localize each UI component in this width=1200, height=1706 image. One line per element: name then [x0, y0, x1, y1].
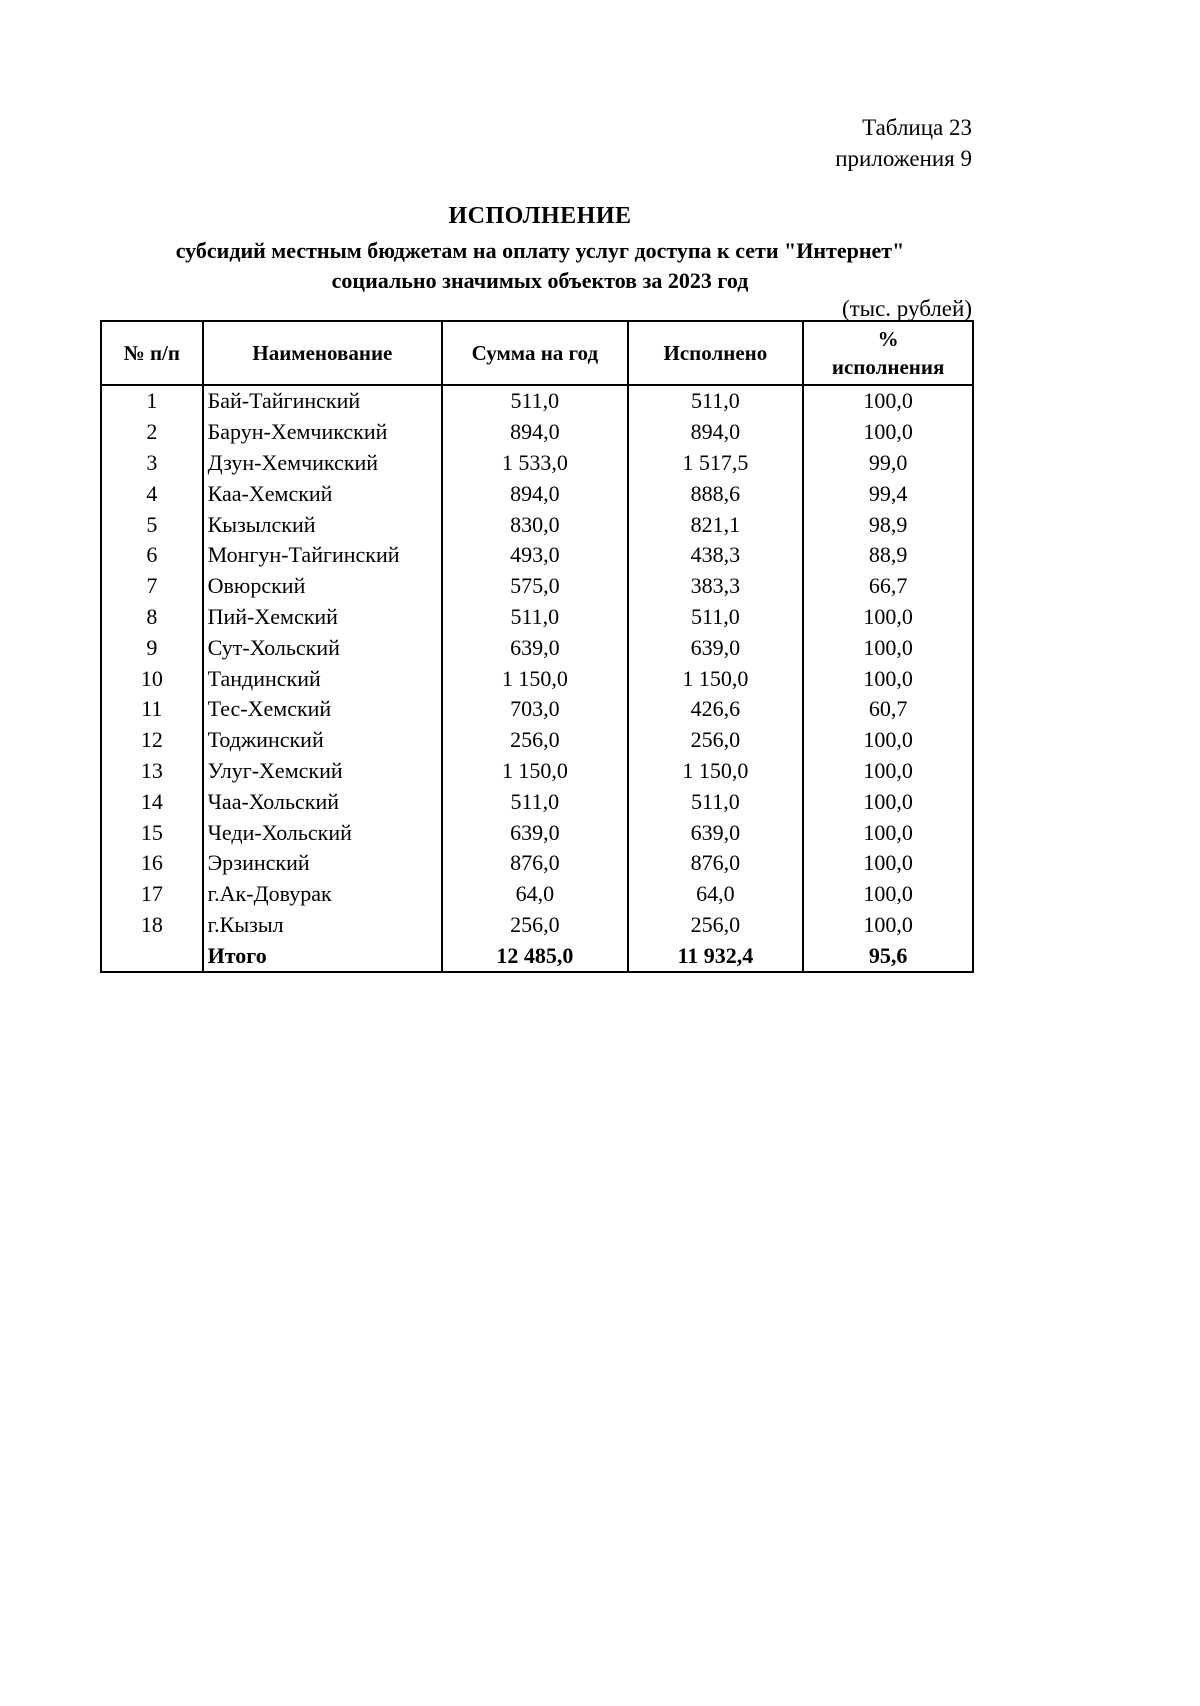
total-pct: 95,6 [803, 940, 973, 972]
header-done: Исполнено [628, 321, 804, 385]
table-reference [835, 112, 972, 174]
cell-name: Тандинский [203, 663, 443, 694]
cell-done: 821,1 [628, 509, 804, 540]
cell-num: 10 [101, 663, 203, 694]
table-header-row [101, 321, 973, 385]
cell-pct: 100,0 [803, 786, 973, 817]
cell-sum: 894,0 [442, 478, 627, 509]
cell-num: 12 [101, 725, 203, 756]
cell-done: 256,0 [628, 910, 804, 941]
header-name: Наименование [203, 321, 443, 385]
cell-sum: 639,0 [442, 632, 627, 663]
cell-num: 16 [101, 848, 203, 879]
cell-num: 17 [101, 879, 203, 910]
document-title: ИСПОЛНЕНИЕ [448, 203, 632, 229]
cell-name: Тоджинский [203, 725, 443, 756]
cell-sum: 493,0 [442, 540, 627, 571]
cell-num: 4 [101, 478, 203, 509]
cell-sum: 511,0 [442, 786, 627, 817]
total-row [101, 940, 973, 972]
cell-sum: 894,0 [442, 417, 627, 448]
cell-num: 11 [101, 694, 203, 725]
cell-num: 14 [101, 786, 203, 817]
cell-done: 511,0 [628, 602, 804, 633]
table-row [101, 817, 973, 848]
table-row [101, 756, 973, 787]
cell-pct: 66,7 [803, 571, 973, 602]
table-row [101, 632, 973, 663]
cell-sum: 256,0 [442, 910, 627, 941]
cell-pct: 100,0 [803, 817, 973, 848]
table-row [101, 602, 973, 633]
cell-pct: 60,7 [803, 694, 973, 725]
cell-name: Бай-Тайгинский [203, 385, 443, 417]
total-done: 11 932,4 [628, 940, 804, 972]
cell-pct: 100,0 [803, 910, 973, 941]
header-num: № п/п [101, 321, 203, 385]
cell-sum: 511,0 [442, 385, 627, 417]
cell-num: 9 [101, 632, 203, 663]
cell-name: Чеди-Хольский [203, 817, 443, 848]
cell-done: 511,0 [628, 385, 804, 417]
table-body [101, 385, 973, 972]
total-sum: 12 485,0 [442, 940, 627, 972]
cell-pct: 100,0 [803, 632, 973, 663]
total-num [101, 940, 203, 972]
cell-sum: 703,0 [442, 694, 627, 725]
table-reference-line2: приложения 9 [835, 146, 972, 171]
table-row [101, 385, 973, 417]
cell-num: 18 [101, 910, 203, 941]
cell-done: 64,0 [628, 879, 804, 910]
cell-num: 15 [101, 817, 203, 848]
cell-done: 639,0 [628, 817, 804, 848]
cell-pct: 98,9 [803, 509, 973, 540]
cell-name: Дзун-Хемчикский [203, 448, 443, 479]
cell-sum: 1 150,0 [442, 663, 627, 694]
table-reference-line1: Таблица 23 [862, 115, 972, 140]
cell-done: 888,6 [628, 478, 804, 509]
cell-done: 511,0 [628, 786, 804, 817]
cell-name: Эрзинский [203, 848, 443, 879]
cell-done: 639,0 [628, 632, 804, 663]
table-row [101, 725, 973, 756]
cell-sum: 256,0 [442, 725, 627, 756]
cell-num: 5 [101, 509, 203, 540]
table-row [101, 694, 973, 725]
cell-name: Овюрский [203, 571, 443, 602]
cell-done: 426,6 [628, 694, 804, 725]
cell-sum: 1 533,0 [442, 448, 627, 479]
total-name: Итого [203, 940, 443, 972]
header-pct-line1: % [877, 327, 899, 351]
cell-done: 438,3 [628, 540, 804, 571]
cell-pct: 100,0 [803, 417, 973, 448]
table-row [101, 509, 973, 540]
cell-sum: 639,0 [442, 817, 627, 848]
header-pct-line2: исполнения [831, 355, 945, 379]
cell-sum: 876,0 [442, 848, 627, 879]
cell-sum: 830,0 [442, 509, 627, 540]
table-row [101, 417, 973, 448]
cell-name: Монгун-Тайгинский [203, 540, 443, 571]
cell-name: Каа-Хемский [203, 478, 443, 509]
cell-name: Сут-Хольский [203, 632, 443, 663]
cell-pct: 99,4 [803, 478, 973, 509]
header-sum: Сумма на год [442, 321, 627, 385]
table-row [101, 848, 973, 879]
cell-num: 1 [101, 385, 203, 417]
cell-name: Пий-Хемский [203, 602, 443, 633]
cell-pct: 100,0 [803, 385, 973, 417]
cell-num: 8 [101, 602, 203, 633]
cell-name: Кызылский [203, 509, 443, 540]
document-subtitle-line2: социально значимых объектов за 2023 год [331, 268, 749, 293]
cell-num: 3 [101, 448, 203, 479]
document-subtitle-line1: субсидий местным бюджетам на оплату услуг доступа к сети "Интернет" [175, 238, 905, 263]
table-row [101, 663, 973, 694]
table-row [101, 478, 973, 509]
cell-num: 13 [101, 756, 203, 787]
cell-pct: 100,0 [803, 848, 973, 879]
cell-name: Тес-Хемский [203, 694, 443, 725]
cell-done: 876,0 [628, 848, 804, 879]
table-row [101, 910, 973, 941]
cell-pct: 100,0 [803, 756, 973, 787]
units-label: (тыс. рублей) [841, 296, 972, 321]
table-row [101, 571, 973, 602]
cell-done: 1 150,0 [628, 756, 804, 787]
table-row [101, 448, 973, 479]
table-row [101, 879, 973, 910]
cell-name: Улуг-Хемский [203, 756, 443, 787]
cell-sum: 575,0 [442, 571, 627, 602]
header-pct [803, 321, 973, 385]
cell-num: 2 [101, 417, 203, 448]
cell-pct: 100,0 [803, 663, 973, 694]
cell-name: г.Ак-Довурак [203, 879, 443, 910]
cell-pct: 100,0 [803, 879, 973, 910]
cell-num: 7 [101, 571, 203, 602]
cell-sum: 511,0 [442, 602, 627, 633]
cell-sum: 64,0 [442, 879, 627, 910]
cell-sum: 1 150,0 [442, 756, 627, 787]
cell-name: Чаа-Хольский [203, 786, 443, 817]
cell-pct: 100,0 [803, 725, 973, 756]
cell-done: 894,0 [628, 417, 804, 448]
cell-pct: 99,0 [803, 448, 973, 479]
execution-table [100, 320, 974, 973]
cell-done: 383,3 [628, 571, 804, 602]
cell-done: 1 517,5 [628, 448, 804, 479]
cell-done: 1 150,0 [628, 663, 804, 694]
cell-num: 6 [101, 540, 203, 571]
cell-pct: 88,9 [803, 540, 973, 571]
cell-pct: 100,0 [803, 602, 973, 633]
table-row [101, 786, 973, 817]
cell-done: 256,0 [628, 725, 804, 756]
cell-name: г.Кызыл [203, 910, 443, 941]
table-row [101, 540, 973, 571]
cell-name: Барун-Хемчикский [203, 417, 443, 448]
